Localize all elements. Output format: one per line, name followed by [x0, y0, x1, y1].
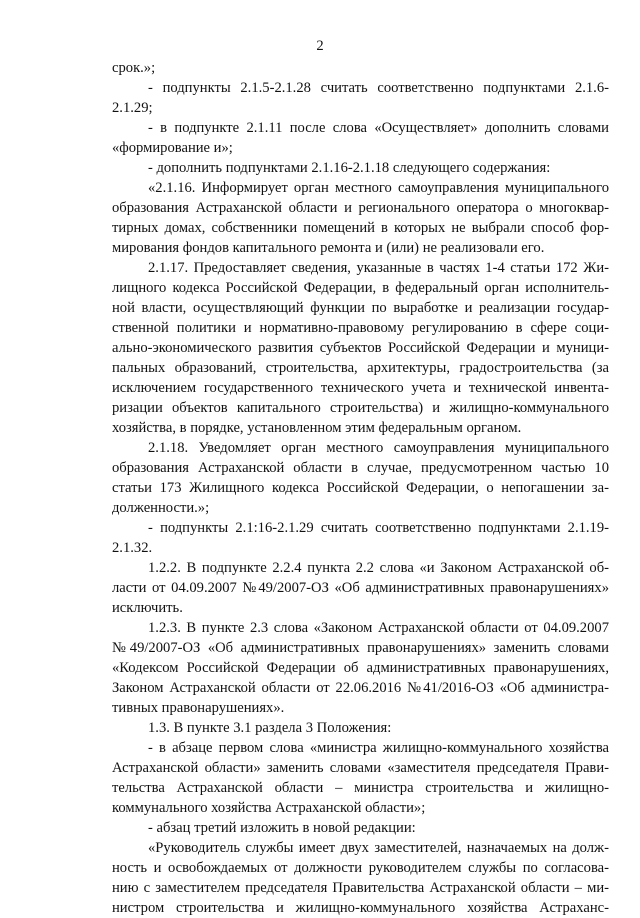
text-line: - в подпункте 2.1.11 после слова «Осуществляет» дополнить словами [148, 120, 609, 136]
text-line: коммунального хозяйства Астраханской области»; [112, 800, 426, 816]
text-line: пальных образований, строительства, архитектуры, градостроительства (за [112, 360, 609, 376]
text-line: тивных правонарушениях». [112, 700, 285, 716]
text-line: 1.3. В пункте 3.1 раздела 3 Положения: [148, 720, 392, 736]
text-line: - в абзаце первом слова «министра жилищно-коммунального хозяйства [148, 740, 609, 756]
text-line: тельства Астраханской области – министра строительства и жилищно- [112, 780, 609, 796]
text-line: - дополнить подпунктами 2.1.16-2.1.18 следующего содержания: [148, 160, 551, 176]
text-line: - абзац третий изложить в новой редакции: [148, 820, 416, 836]
text-line: лищного кодекса Российской Федерации, в федеральный орган исполнитель- [112, 280, 609, 296]
text-line: образования Астраханской области и регионального оператора о многоквар- [112, 200, 609, 216]
text-line: ной власти, осуществляющий функции по выработке и реализации государ- [112, 300, 609, 316]
text-line: «формирование и»; [112, 140, 233, 156]
text-line: ственной политики и нормативно-правовому регулированию в сфере соци- [112, 320, 609, 336]
text-line: «Кодексом Российской Федерации об административных правонарушениях, [112, 660, 609, 676]
text-line: образования Астраханской области в случае, предусмотренном частью 10 [112, 460, 609, 476]
text-line: срок.»; [112, 60, 156, 76]
text-line: статьи 173 Жилищного кодекса Российской Федерации, о непогашении за- [112, 480, 609, 496]
document-body [112, 58, 609, 918]
text-line: 2.1.32. [112, 540, 153, 556]
text-line: Законом Астраханской области от 22.06.2016 №41/2016-ОЗ «Об администра- [112, 680, 609, 696]
text-line: 1.2.2. В подпункте 2.2.4 пункта 2.2 слова «и Законом Астраханской об- [148, 560, 609, 576]
text-line: «2.1.16. Информирует орган местного самоуправления муниципального [148, 180, 609, 196]
text-line: 2.1.17. Предоставляет сведения, указанные в частях 1-4 статьи 172 Жи- [148, 260, 609, 276]
text-line: 1.2.3. В пункте 2.3 слова «Законом Астраханской области от 04.09.2007 [148, 620, 609, 636]
text-line: Астраханской области» заменить словами «заместителя председателя Прави- [112, 760, 609, 776]
text-line: ризации объектов капитального строительства) и жилищно-коммунального [112, 400, 609, 416]
text-line: долженности.»; [112, 500, 210, 516]
text-line: ально-экономического развития субъектов Российской Федерации и муници- [112, 340, 609, 356]
text-line: исключением государственного технического учета и технической инвента- [112, 380, 609, 396]
text-line: исключить. [112, 600, 183, 616]
text-line: №49/2007-ОЗ «Об административных правонарушениях» заменить словами [112, 640, 609, 656]
text-line: «Руководитель службы имеет двух заместителей, назначаемых на долж- [148, 840, 609, 856]
text-line: хозяйства, в порядке, установленном этим федеральным органом. [112, 420, 522, 436]
text-line: тирных домах, собственники помещений в которых не выбрали способ фор- [112, 220, 609, 236]
text-line: 2.1.18. Уведомляет орган местного самоуправления муниципального [148, 440, 609, 456]
text-line: нию с заместителем председателя Правительства Астраханской области – ми- [112, 880, 609, 896]
text-line: мирования фондов капитального ремонта и (или) не реализовали его. [112, 240, 545, 256]
page-number: 2 [316, 38, 324, 54]
text-line: - подпункты 2.1.5-2.1.28 считать соответственно подпунктами 2.1.6- [148, 80, 609, 96]
text-line: 2.1.29; [112, 100, 153, 116]
text-line: ласти от 04.09.2007 №49/2007-ОЗ «Об административных правонарушениях» [112, 580, 609, 596]
text-line: нистром строительства и жилищно-коммунального хозяйства Астраханс- [112, 900, 609, 916]
text-line: ность и освобождаемых от должности руководителем службы по согласова- [112, 860, 609, 876]
text-line: - подпункты 2.1:16-2.1.29 считать соответственно подпунктами 2.1.19- [148, 520, 609, 536]
